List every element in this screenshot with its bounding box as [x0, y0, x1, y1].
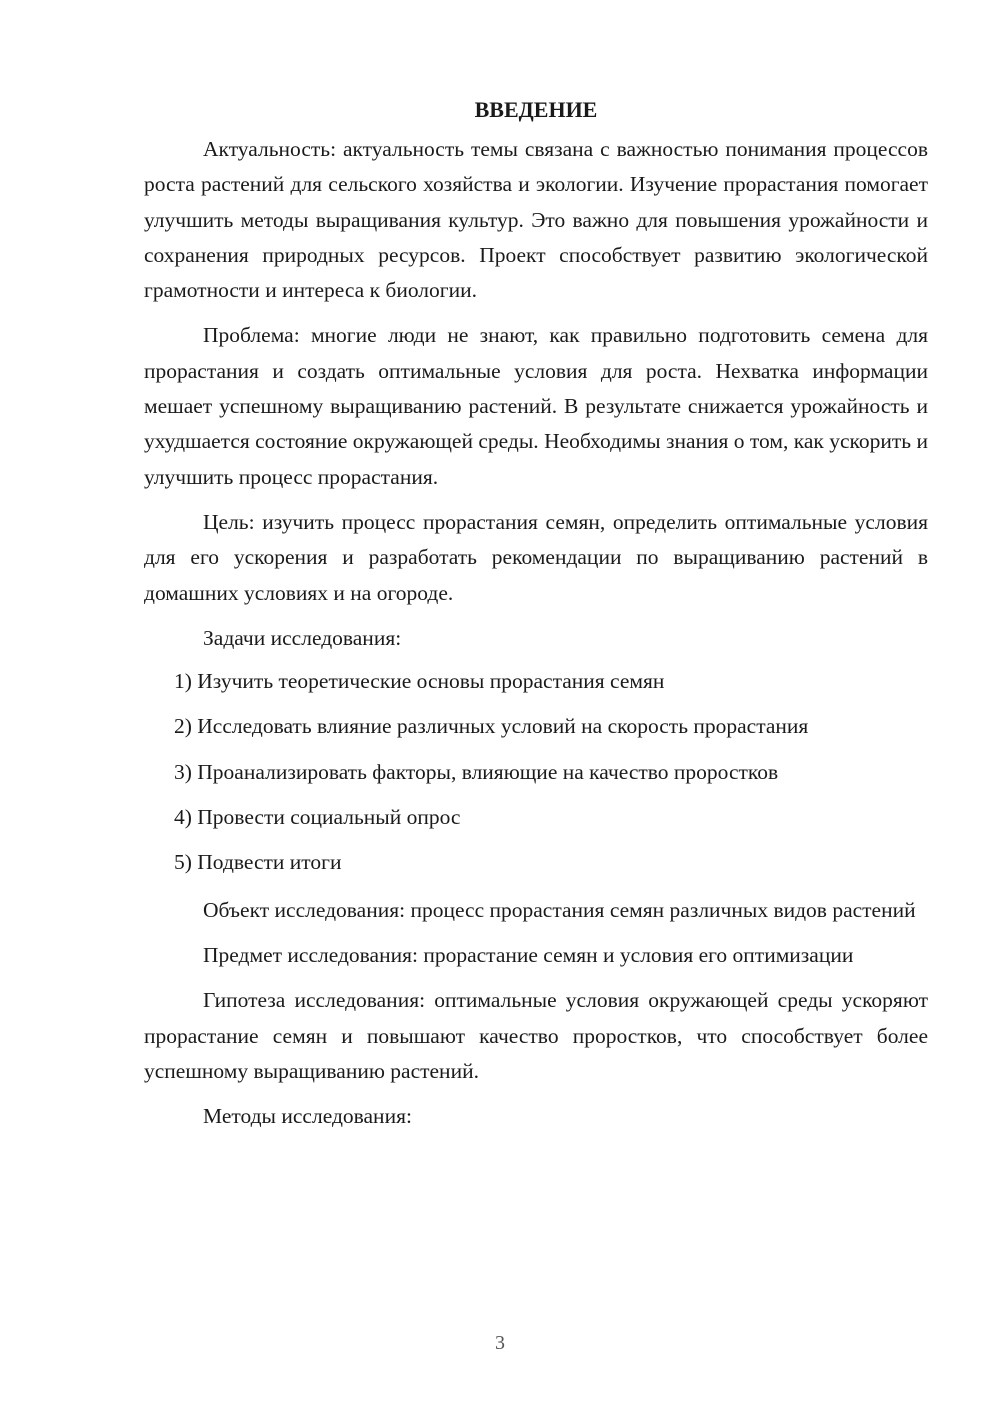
goal-paragraph: Цель: изучить процесс прорастания семян, определить оптимальные условия для его ускорения и разработать рекомендации по выращиванию растений в домашних условиях и на огороде. — [144, 509, 928, 605]
relevance-paragraph: Актуальность: актуальность темы связана с важностью понимания процессов роста растений для сельского хозяйства и экологии. Изучение прорастания помогает улучшить методы выращивания культур. Это важно для повышения урожайности и сохранения природных ресурсов. Проект способствует развитию экологической грамотности и интереса к биологии. — [144, 137, 928, 303]
task-item: 4) Провести социальный опрос — [174, 805, 461, 830]
task-item: 3) Проанализировать факторы, влияющие на качество проростков — [174, 759, 779, 784]
subject-paragraph: Предмет исследования: прорастание семян и условия его оптимизации — [203, 942, 854, 967]
document-page — [144, 92, 928, 1142]
object-paragraph: Объект исследования: процесс прорастания семян различных видов растений — [203, 897, 916, 922]
problem-paragraph: Проблема: многие люди не знают, как правильно подготовить семена для прорастания и создать оптимальные условия для роста. Нехватка информации мешает успешному выращиванию растений. В результате снижается урожайность и ухудшается состояние окружающей среды. Необходимы знания о том, как ускорить и улучшить процесс прорастания. — [144, 323, 928, 489]
hypothesis-paragraph: Гипотеза исследования: оптимальные условия окружающей среды ускоряют прорастание семян и повышают качество проростков, что способствует более успешному выращиванию растений. — [144, 988, 928, 1083]
page-number: 3 — [495, 1332, 505, 1354]
task-item: 5) Подвести итоги — [174, 850, 342, 875]
page-title: ВВЕДЕНИЕ — [474, 97, 598, 122]
methods-title: Методы исследования: — [203, 1104, 412, 1129]
task-item: 2) Исследовать влияние различных условий на скорость прорастания — [174, 714, 809, 739]
tasks-list — [144, 664, 928, 880]
task-item: 1) Изучить теоретические основы прорастания семян — [174, 669, 665, 694]
tasks-title: Задачи исследования: — [203, 625, 402, 650]
